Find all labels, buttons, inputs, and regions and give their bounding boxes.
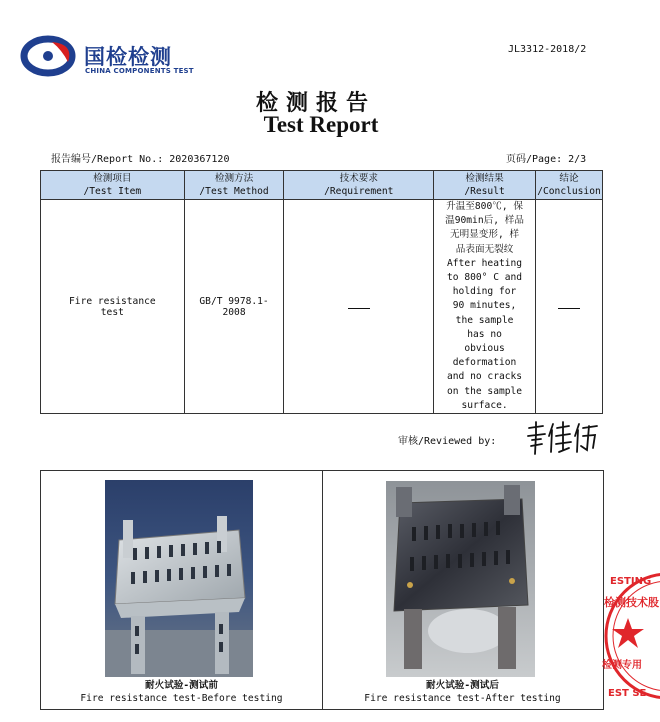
cell-requirement [284, 200, 434, 414]
test-results-table [40, 170, 603, 414]
table-row [41, 200, 603, 414]
result-line: has no [467, 328, 502, 340]
header-result: 检测结果 /Result [434, 171, 536, 200]
result-line: deformation [452, 357, 517, 369]
result-line: to 800° C and [447, 272, 523, 284]
report-number: 报告编号/Report No.: 2020367120 [51, 154, 230, 165]
table-header-row [41, 171, 603, 200]
svg-text:检测技术股: 检测技术股 [604, 596, 659, 609]
result-line: After heating [447, 257, 523, 269]
before-caption: 耐火试验-测试前 Fire resistance test-Before testing [80, 680, 283, 704]
page-number: 页码/Page: 2/3 [506, 154, 587, 165]
before-test-photo [105, 480, 253, 677]
header-conclusion: 结论 /Conclusion [535, 171, 602, 200]
result-line: 无明显变形, 样 [449, 229, 520, 241]
official-stamp-icon [600, 566, 660, 706]
result-line: obvious [464, 343, 505, 355]
document-code: JL3312-2018/2 [508, 44, 587, 55]
result-line: 90 minutes, [452, 300, 517, 312]
photo-divider [322, 471, 323, 709]
photo-panel [40, 470, 604, 710]
logo-subtitle: CHINA COMPONENTS TEST [85, 67, 194, 75]
cell-test-method: GB/T 9978.1- 2008 [184, 200, 284, 414]
logo-name: 国检检测 [84, 45, 172, 69]
title-english: Test Report [263, 112, 379, 137]
result-line: on the sample [447, 385, 523, 397]
result-line: and no cracks [447, 371, 523, 383]
result-line: 温90min后, 样品 [445, 215, 524, 227]
result-line: holding for [452, 286, 517, 298]
svg-text:ESTING: ESTING [610, 576, 652, 587]
signature-icon [523, 418, 603, 458]
title-chinese: 检测报告 [255, 91, 376, 116]
cell-test-item: Fire resistance test [41, 200, 185, 414]
result-line: surface. [461, 399, 508, 411]
empty-dash [558, 308, 580, 309]
empty-dash [348, 308, 370, 309]
svg-text:EST SE: EST SE [608, 688, 647, 699]
svg-text:检测专用: 检测专用 [602, 660, 642, 671]
header-test-item: 检测项目 /Test Item [41, 171, 185, 200]
header-test-method: 检测方法 /Test Method [184, 171, 284, 200]
result-line: 升温至800℃, 保 [446, 201, 523, 212]
after-test-photo [386, 481, 535, 677]
header-requirement: 技术要求 /Requirement [284, 171, 434, 200]
cell-result [434, 200, 536, 414]
result-line: 品表面无裂纹 [455, 243, 514, 255]
cell-conclusion [535, 200, 602, 414]
result-line: the sample [455, 314, 514, 326]
after-caption: 耐火试验-测试后 Fire resistance test-After testing [364, 680, 561, 704]
reviewed-by-label: 审核/Reviewed by: [398, 436, 497, 447]
